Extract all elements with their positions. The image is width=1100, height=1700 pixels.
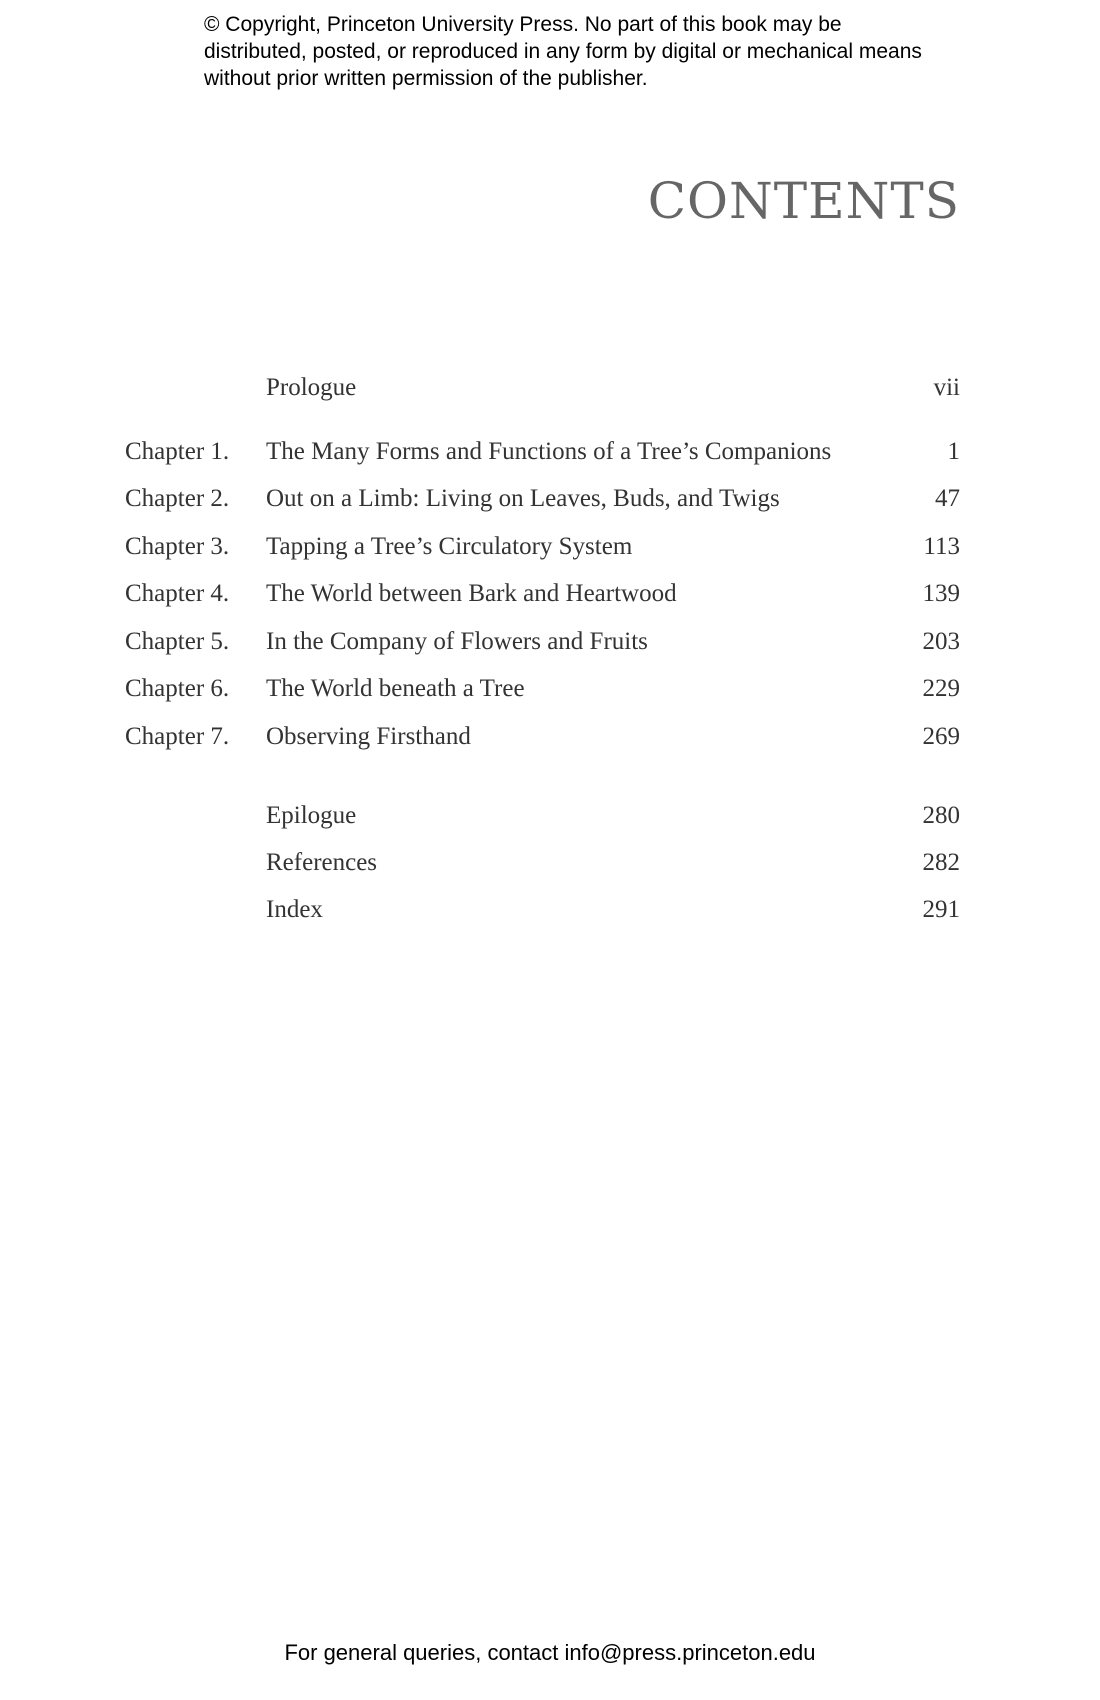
toc-entry-title: The Many Forms and Functions of a Tree’s Companions bbox=[266, 438, 832, 465]
toc-entry-title: Prologue bbox=[266, 374, 357, 401]
toc-entry-page: 47 bbox=[935, 485, 960, 512]
toc-entry-page: 113 bbox=[923, 533, 960, 560]
toc-chapter-number: Chapter 4. bbox=[125, 580, 230, 607]
toc-entry-chapter-1 bbox=[0, 438, 1100, 472]
toc-entry-page: 229 bbox=[922, 675, 960, 702]
toc-entry-page: 291 bbox=[922, 896, 960, 923]
toc-entry-page: 269 bbox=[922, 723, 960, 750]
toc-entry-chapter-7 bbox=[0, 723, 1100, 757]
copyright-notice: © Copyright, Princeton University Press. No part of this book may be distributed, posted, or reproduced in any form by digital or mechanical means without prior written permission of the publisher. bbox=[204, 13, 922, 90]
toc-entry-title: References bbox=[266, 849, 378, 876]
toc-entry-page: 203 bbox=[922, 628, 960, 655]
toc-entry-chapter-3 bbox=[0, 533, 1100, 567]
toc-entry-page: vii bbox=[933, 374, 960, 401]
toc-entry-title: Tapping a Tree’s Circulatory System bbox=[266, 533, 633, 560]
toc-entry-references bbox=[0, 849, 1100, 883]
toc-entry-chapter-5 bbox=[0, 628, 1100, 662]
toc-chapter-number: Chapter 7. bbox=[125, 723, 230, 750]
toc-entry-title: Index bbox=[266, 896, 323, 923]
toc-chapter-number: Chapter 1. bbox=[125, 438, 230, 465]
toc-entry-epilogue bbox=[0, 802, 1100, 836]
toc-entry-title: In the Company of Flowers and Fruits bbox=[266, 628, 648, 655]
toc-entry-title: Epilogue bbox=[266, 802, 357, 829]
toc-entry-chapter-6 bbox=[0, 675, 1100, 709]
toc-entry-page: 139 bbox=[922, 580, 960, 607]
toc-chapter-number: Chapter 6. bbox=[125, 675, 230, 702]
toc-chapter-number: Chapter 5. bbox=[125, 628, 230, 655]
toc-entry-page: 282 bbox=[922, 849, 960, 876]
toc-chapter-number: Chapter 2. bbox=[125, 485, 230, 512]
toc-entry-title: The World between Bark and Heartwood bbox=[266, 580, 677, 607]
toc-entry-title: The World beneath a Tree bbox=[266, 675, 525, 702]
page-title: CONTENTS bbox=[647, 172, 960, 230]
toc-entry-title: Observing Firsthand bbox=[266, 723, 471, 750]
footer-contact: For general queries, contact info@press.princeton.edu bbox=[284, 1640, 816, 1665]
toc-entry-page: 280 bbox=[922, 802, 960, 829]
toc-chapter-number: Chapter 3. bbox=[125, 533, 230, 560]
toc-entry-page: 1 bbox=[947, 438, 960, 465]
toc-entry-chapter-4 bbox=[0, 580, 1100, 614]
toc-entry-chapter-2 bbox=[0, 485, 1100, 519]
toc-entry-prologue bbox=[0, 374, 1100, 408]
toc-entry-title: Out on a Limb: Living on Leaves, Buds, and Twigs bbox=[266, 485, 780, 512]
toc-entry-index bbox=[0, 896, 1100, 930]
